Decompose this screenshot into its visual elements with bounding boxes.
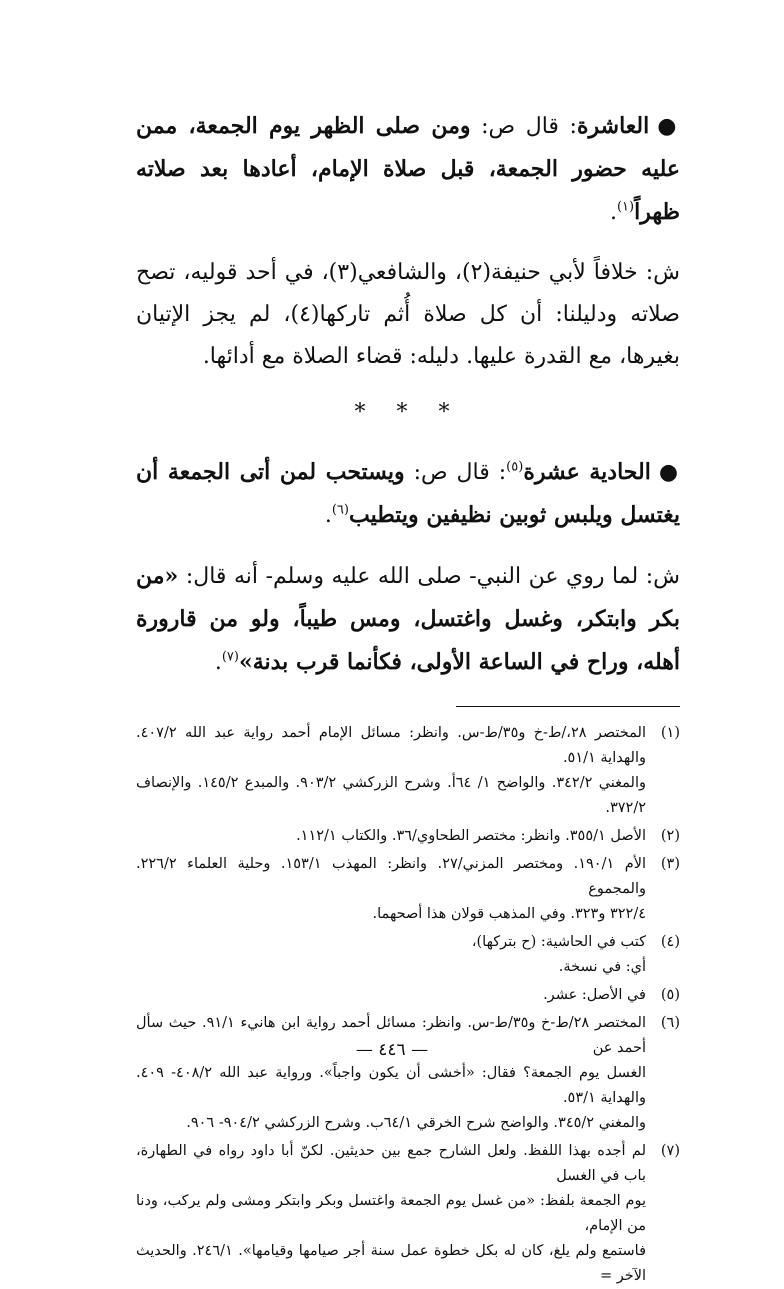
footnote [136,1011,680,1136]
footnote-number: (١) [660,725,680,741]
footnote-line: لم أجده بهذا اللفظ. ولعل الشارح جمع بين حديثين. لكنّ أبا داود رواه في الطهارة، باب في الغسل [136,1143,646,1184]
bullet-icon: ● [658,459,681,485]
footnote-ref: (٥) [506,459,524,475]
hadith-intro: ش: لما روي عن النبي- صلى الله عليه وسلم- أنه قال: [178,564,680,589]
hadith-tail: . [214,650,222,675]
footnote-body [136,852,646,927]
footnote [136,1139,680,1289]
footnote-line: الأصل ٣٥٥/١. وانظر: مختصر الطحاوي/٣٦. والكتاب ١١٢/١. [296,828,646,844]
footnote [136,721,680,821]
footnote-line: والمغني ٣٤٥/٢. والواضح شرح الخرقي ٦٤/١ب. وشرح الزركشي ٩٠٤/٢- ٩٠٦. [186,1115,646,1131]
footnote-number: (٣) [660,856,680,872]
footnote-line: الأم ١٩٠/١. ومختصر المزني/٢٧. وانظر: المهذب ١٥٣/١. وحلية العلماء ٢٢٦/٢. والمجموع [136,856,646,897]
footnote-body [136,1139,646,1289]
footnote-body [136,930,646,980]
footnotes-section [136,721,680,1289]
footnote-number: (٦) [660,1015,680,1031]
footnote-ref: (٦) [331,502,349,518]
footnote-line: المختصر ٢٨،/ط-خ و٣٥/ط-س. وانظر: مسائل الإمام أحمد رواية عبد الله ٤٠٧/٢. والهداية ٥١/١. [136,725,646,766]
section-separator: * * * [354,400,462,425]
issue-tail: . [324,503,332,528]
footnote-body [136,824,646,849]
footnote-line: يوم الجمعة بلفظ: «من غسل يوم الجمعة واغتسل وبكر وابتكر ومشى ولم يركب، ودنا من الإمام، [136,1193,646,1234]
footnote-line: والمغني ٣٤٢/٢. والواضح ١/ ٦٤أ. وشرح الزركشي ٩٠٣/٢. والمبدع ١٤٥/٢. والإنصاف ٣٧٢/٢. [136,775,647,816]
bullet-icon: ● [657,113,681,139]
footnote-line: فاستمع ولم يلغ، كان له بكل خطوة عمل سنة أجر صيامها وقيامها». ٢٤٦/١. والحديث الآخر = [136,1243,646,1284]
issue-eleven-paragraph [136,451,680,537]
footnote-line: ٣٢٢/٤ و٣٢٣. وفي المذهب قولان هذا أصحهما. [372,906,646,922]
issue-text: ومن صلى الظهر يوم الجمعة، ممن عليه حضور الجمعة، قبل صلاة الإمام، أعادها بعد صلاته ظهراً [136,113,680,225]
issue-ten-paragraph [136,105,680,234]
footnote-ref: (٧) [221,649,239,665]
issue-intro: : قال ص: [404,460,507,485]
footnote-number: (٧) [660,1143,680,1159]
footnote-number: (٢) [660,828,680,844]
footnote [136,852,680,927]
footnote-number: (٤) [660,934,680,950]
footnote [136,983,680,1008]
footnote-line: المختصر ٢٨/ط-خ و٣٥/ط-س. وانظر: مسائل أحمد رواية ابن هانيء ٩١/١. حيث سأل أحمد عن [136,1015,646,1056]
issue-tail: . [609,200,617,225]
footnote-ref: (١) [616,199,635,215]
footnote [136,930,680,980]
footnote-line: أي: في نسخة. [558,959,646,975]
hadith-text: «من بكر وابتكر، وغسل واغتسل، ومس طيباً، ولو من قارورة أهله، وراح في الساعة الأولى، فكأنما قرب بدنة» [136,563,680,675]
page-number: — ٤٤٦ — [355,1040,429,1060]
footnote-body [136,721,646,821]
footnote [136,824,680,849]
commentary-paragraph: ش: خلافاً لأبي حنيفة(٢)، والشافعي(٣)، في أحد قوليه، تصح صلاته ودليلنا: أن كل صلاة أُثم تاركها(٤)، لم يجز الإتيان بغيرها، مع القدرة عليها. دليله: قضاء الصلاة مع أدائها. [136,260,681,369]
hadith-paragraph [136,555,680,684]
footnote-body [136,1011,646,1136]
issue-label: الحادية عشرة [523,459,651,485]
issue-text: ويستحب لمن أتى الجمعة أن يغتسل ويلبس ثوبين نظيفين ويتطيب [136,459,680,528]
footnote-line: الغسل يوم الجمعة؟ فقال: «أخشى أن يكون واجباً». ورواية عبد الله ٤٠٨/٢- ٤٠٩. والهداية ٥٣/١. [136,1065,646,1106]
footnote-line: كتب في الحاشية: (ح بتركها)، [471,934,646,950]
issue-label: العاشرة [576,113,650,139]
footnote-line: في الأصل: عشر. [543,987,646,1003]
footnote-body [136,983,646,1008]
issue-intro: : قال ص: [470,114,577,139]
footnote-number: (٥) [660,987,680,1003]
footnote-divider [456,706,680,707]
